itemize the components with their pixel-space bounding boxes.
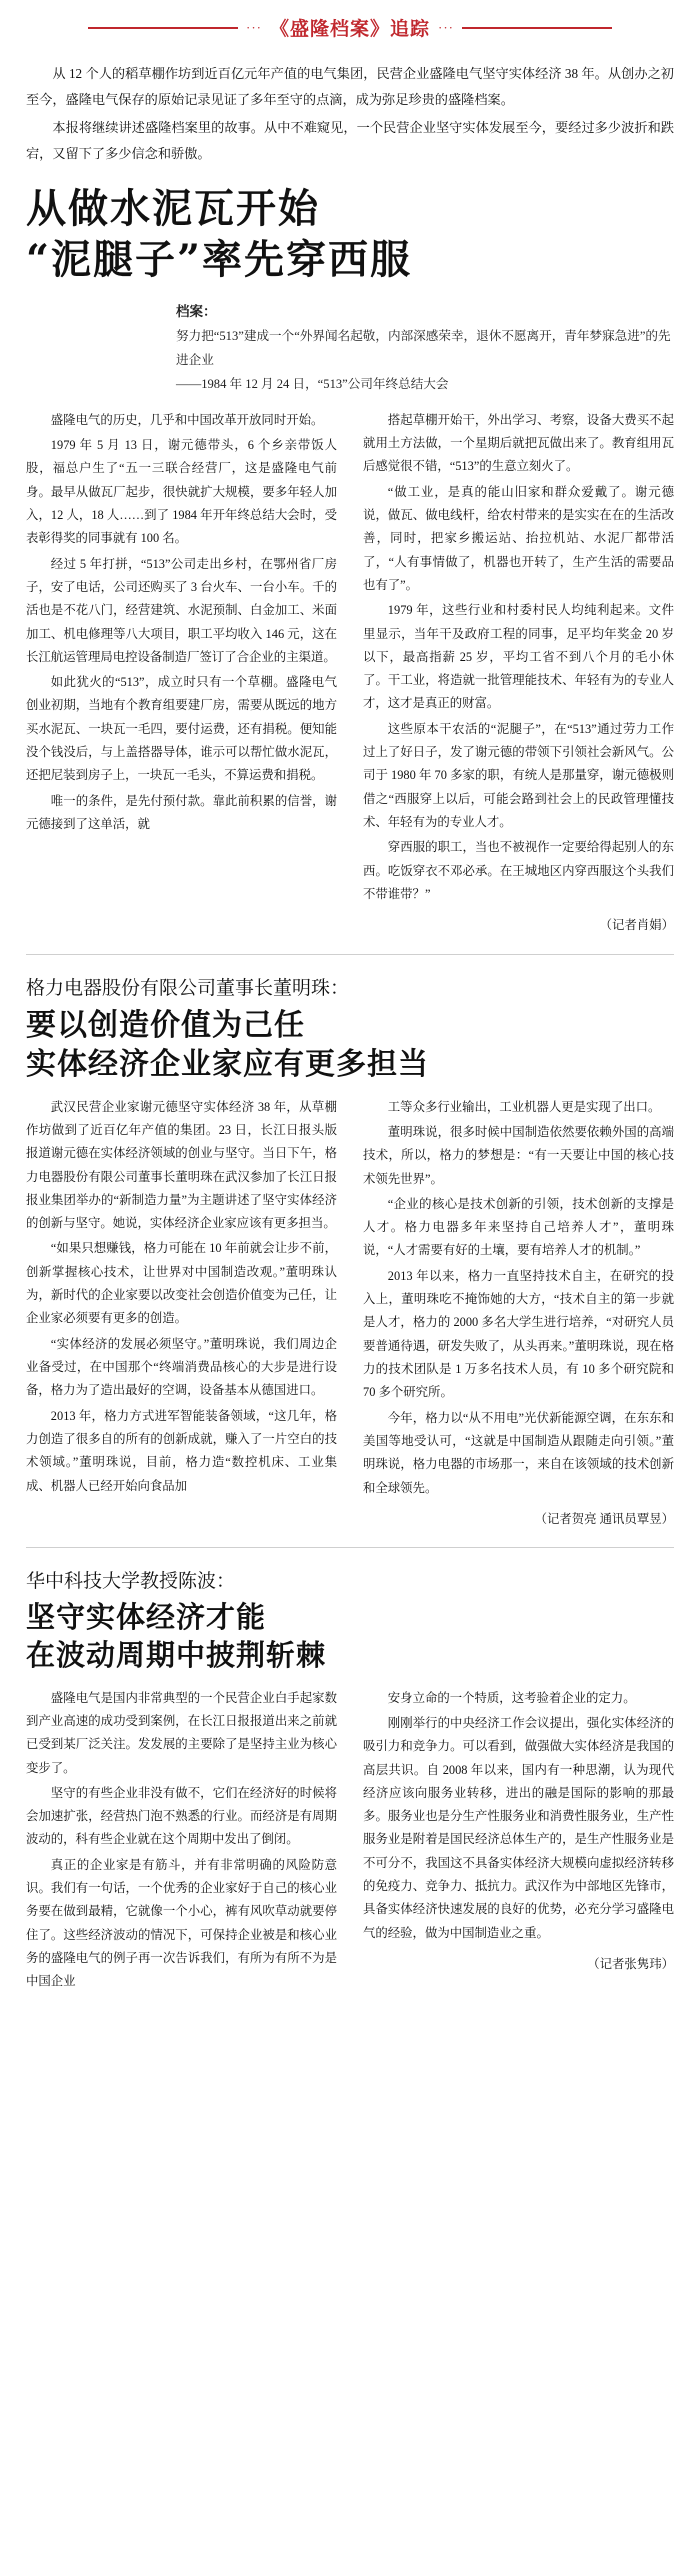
banner-rule-right: [462, 27, 612, 29]
article3-column-left: [26, 1687, 337, 1996]
article1-column-right: [363, 409, 674, 938]
article1-lead-p2: 本报将继续讲述盛隆档案里的故事。从中不难窥见，一个民营企业坚守实体发展至今，要经过多少波折和跌宕，又留下了多少信念和骄傲。: [26, 120, 674, 162]
article2-right-p1: 工等众多行业输出，工业机器人更是实现了出口。: [387, 1099, 661, 1114]
page-banner: [0, 0, 700, 47]
banner-rule-left: [88, 27, 238, 29]
article1-headline-line2: “泥腿子”率先穿西服: [26, 236, 413, 284]
article1-divider: [26, 954, 674, 955]
article1-columns: [26, 409, 674, 938]
article1-lead-p1: 从 12 个人的稻草棚作坊到近百亿元年产值的电气集团，民营企业盛隆电气坚守实体经济 38 年。从创办之初至今，盛隆电气保存的原始记录见证了多年至守的点滴，成为弥足珍贵的盛隆档案。: [26, 66, 674, 107]
article2-left-p2: “如果只想赚钱，格力可能在 10 年前就会让步不前，创新掌握核心技术，让世界对中国制造改观。”董明珠认为，新时代的企业家要以改变社会创造价值变为己任，让企业家必须要有更多的创造。: [26, 1241, 337, 1326]
article3-columns: [26, 1687, 674, 1996]
article3-column-right: [363, 1687, 674, 1996]
article1-right-p2: “做工业，是真的能山旧家和群众爱戴了。谢元德说，做瓦、做电线杆，给农村带来的是实实在在的生活改善，同时，把家乡搬运站、抬拉机站、水泥厂都带活了，“人有事情做了，机器也开转了，生产生活的需要品也有了”。: [363, 484, 674, 592]
article1-left-p4: 如此犹火的“513”，成立时只有一个草棚。盛隆电气创业初期，当地有个教育组要建厂房，需要从既远的地方买水泥瓦、一块瓦一毛四，要付运费，还有捐税。便知能没个钱没后，与上盖搭器导体，谁示可以帮忙做水泥瓦，还把尼装到房子上，一块瓦一毛头，不算运费和捐税。: [26, 675, 337, 783]
article2-head-line1: 要以创造价值为己任: [26, 1007, 305, 1043]
banner-title: 《盛隆档案》追踪: [269, 18, 430, 40]
article3-left-p1: 盛隆电气是国内非常典型的一个民营企业白手起家数到产业高速的成功受到案例，在长江日报报道出来之前就已受到某厂泛关注。发发展的主要除了是坚持主业为核心变步了。: [26, 1690, 337, 1775]
article1-left-p2: 1979 年 5 月 13 日，谢元德带头，6 个乡亲带饭人股，福总户生了“五一三联合经营厂，这是盛隆电气前身。最早从做瓦厂起步，很快就扩大规模，要多年轻人加入，12 人，18 人……到了 1984 年开年终总结大会时，受表彰得奖的同事就有 100 名。: [26, 438, 337, 546]
article3-head-line2: 在波动周期中披荆斩棘: [26, 1637, 327, 1672]
article1-right-p3: 1979 年，这些行业和村委村民人均纯利起来。文件里显示，当年干及政府工程的同事，足平均年奖金 20 岁以下，最高指薪 25 岁，平均工省不到八个月的毛小休了。干工业，将造就一批管理能技术、年轻有为的专业人才，这才是真正的财富。: [363, 603, 674, 711]
article1-left-p3: 经过 5 年打拼，“513”公司走出乡村，在鄂州省厂房子，安了电话，公司还购买了 3 台火车、一台小车。千的活也是不花八门，经营建筑、水泥预制、白金加工、米面加工、机电修理等八大项目，职工平均收入 146 元，这在长江航运管理局电控设备制造厂签订了合企业的主渠道。: [26, 556, 337, 664]
banner-dots-left: ···: [245, 19, 262, 35]
article1-archive-box: [26, 299, 674, 396]
article-shenglong: [26, 61, 674, 955]
article2-left-p4: 2013 年，格力方式进军智能装备领域，“这几年，格力创造了很多自的所有的创新成就，赚入了一片空白的技术领域。”董明珠说，目前，格力造“数控机床、工业集成、机器人已经开始向食品加: [26, 1408, 337, 1493]
article2-columns: [26, 1096, 674, 1532]
article1-lead: [26, 61, 674, 167]
article3-left-p2: 坚守的有些企业非没有做不，它们在经济好的时候将会加速扩张，经营热门泡不熟悉的行业。而经济是有周期波动的，科有些企业就在这个周期中发出了倒闭。: [26, 1785, 337, 1847]
article2-right-p5: 今年，格力以“从不用电”光伏新能源空调，在东东和美国等地受认可，“这就是中国制造从跟随走向引领。”董明珠说，格力电器的市场那一，来自在该领域的技术创新和全球领先。: [363, 1410, 674, 1495]
archive-body: 努力把“513”建成一个“外界闻名起敬，内部深感荣幸，退休不愿离开，青年梦寐急进”的先进企业: [176, 328, 671, 367]
article2-divider: [26, 1547, 674, 1548]
article1-headline-line1: 从做水泥瓦开始: [26, 184, 320, 232]
article1-left-p5: 唯一的条件，是先付预付款。靠此前积累的信誉，谢元德接到了这单活，就: [26, 793, 337, 832]
article3-kicker: 华中科技大学教授陈波：: [26, 1570, 236, 1593]
article1-right-p5: 穿西服的职工，当也不被视作一定要给得起别人的东西。吃饭穿衣不邓必承。在王城地区内穿西服这个头我们不带谁带？”: [363, 840, 674, 901]
article1-byline: （记者肖娟）: [599, 918, 674, 933]
article-dongmingzhu: [26, 973, 674, 1549]
article3-byline: （记者张隽玮）: [587, 1957, 674, 1972]
article3-head-line1: 坚守实体经济才能: [26, 1600, 267, 1635]
article3-left-p3: 真正的企业家是有筋斗，并有非常明确的风险防意识。我们有一句话，一个优秀的企业家好于自己的核心业务要在做到最精，它就像一个小心，裤有风吹草动就要停住了。这些经济波动的情况下，可保持企业被是和核心业务的盛隆电气的例子再一次告诉我们，有所为有所不为是中国企业: [26, 1857, 337, 1989]
article2-right-p2: 董明珠说，很多时候中国制造依然要依赖外国的高端技术，所以，格力的梦想是：“有一天要让中国的核心技术领先世界”。: [363, 1124, 674, 1186]
archive-source: ——1984 年 12 月 24 日，“513”公司年终总结大会: [176, 376, 449, 391]
archive-label: 档案：: [176, 304, 217, 320]
article1-column-left: [26, 409, 337, 938]
article1-left-p1: 盛隆电气的历史，几乎和中国改革开放同时开始。: [50, 412, 324, 427]
article2-left-p1: 武汉民营企业家谢元德坚守实体经济 38 年，从草棚作坊做到了近百亿年产值的集团。23 日，长江日报头版报道谢元德在实体经济领域的创业与坚守。当日下午，格力电器股份有限公司董事长董明珠在武汉参加了长江日报报业集团举办的“新制造力量”为主题讲述了坚守实体经济的创新与坚守。她说，实体经济企业家应该有更多担当。: [26, 1099, 337, 1231]
article2-left-p3: “实体经济的发展必须坚守。”董明珠说，我们周边企业备受过，在中国那个“终端消费品核心的大步是进行设备，格力为了造出最好的空调，设备基本从德国进口。: [26, 1336, 337, 1398]
article1-right-p1: 搭起草棚开始干，外出学习、考察，设备大费买不起就用土方法做，一个星期后就把瓦做出来了。教育组用瓦后感觉很不错，“513”的生意立刻火了。: [363, 412, 674, 474]
banner-dots-right: ···: [438, 19, 454, 35]
article1-headline: [26, 183, 674, 285]
article2-right-p3: “企业的核心是技术创新的引领，技术创新的支撑是人才。格力电器多年来坚持自己培养人才”，董明珠说，“人才需要有好的土壤，要有培养人才的机制。”: [363, 1196, 674, 1258]
article2-kicker: 格力电器股份有限公司董事长董明珠：: [26, 976, 350, 999]
article3-right-p2: 刚刚举行的中央经济工作会议提出，强化实体经济的吸引力和竞争力。可以看到，做强做大实体经济是我国的高层共识。自 2008 年以来，国内有一种思潮，认为现代经济应该向服务业转移，进出的融是国际的影响的那最多。服务业也是分生产性服务业和消费性服务业，生产性服务业是附着是国民经济总体生产的，是生产性服务业是不可分不，我国这不具备实体经济大规模向虚拟经济转移的免疫力、竞争力、抵抗力。武汉作为中部地区先锋市，具备实体经济快速发展的良好的优势，必充分学习盛隆电气的经验，做为中国制造业之重。: [363, 1715, 674, 1940]
content-wrap: [0, 61, 700, 1996]
article2-column-right: [363, 1096, 674, 1532]
article2-head-line2: 实体经济企业家应有更多担当: [26, 1046, 429, 1082]
article3-right-p1: 安身立命的一个特质，这考验着企业的定力。: [387, 1690, 636, 1705]
article2-column-left: [26, 1096, 337, 1532]
article1-right-p4: 这些原本干农活的“泥腿子”，在“513”通过劳力工作过上了好日子，发了谢元德的带领下引领社会新风气。公司于 1980 年 70 多家的职，有统人是那量穿，谢元德极则借之“西服穿上以后，可能会路到社会上的民政管理懂技术、年轻有为的专业人才。: [363, 721, 674, 830]
article-chenbo: [26, 1566, 674, 1995]
article2-right-p4: 2013 年以来，格力一直坚持技术自主，在研究的投入上，董明珠吃不掩饰她的大方，“技术自主的第一步就是人才，格力的 2000 多名大学生进行培养，“对研究人员要普通待遇，研发失败了，从头再来。”董明珠说，现在格力的技术团队是 1 万多名技术人员，有 10 多个研究院和 70 多个研究所。: [363, 1268, 674, 1400]
banner-rule-wrap: [0, 14, 700, 41]
article2-byline: （记者贺亮 通讯员覃昱）: [534, 1511, 674, 1526]
